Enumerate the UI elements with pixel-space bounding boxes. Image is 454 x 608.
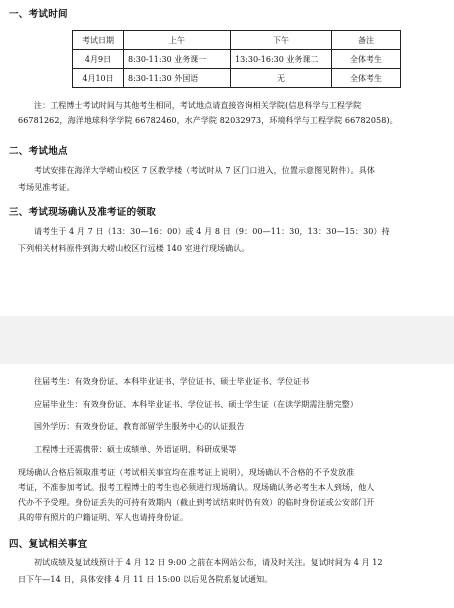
confirmation-notice-line: 具的带有照片的户籍证明、军人也请持身份证。: [18, 513, 189, 522]
exam-location-text-line: 考场见准考证。: [18, 183, 75, 192]
confirmation-text-line: 请考生于 4 月 7 日（13：30—16：00）或 4 月 8 日（9：00—11：30，13：30—15：30）持: [34, 227, 390, 236]
confirmation-notice-line: 考证，不准参加考试。报考工程博士的考生也必须进行现场确认。现场确认务必考生本人到场，他人: [18, 483, 375, 492]
document-page-bottom: [0, 364, 454, 608]
table-row: [73, 69, 401, 88]
table-cell: 全体考生: [332, 69, 401, 88]
confirmation-text-line: 下列相关材料原件到海大崂山校区行远楼 140 室进行现场确认。: [18, 244, 250, 253]
section-heading-exam-time: 一、考试时间: [9, 9, 68, 20]
section-heading-retest: 四、复试相关事宜: [9, 539, 88, 550]
materials-item: 工程博士还需携带：硕士成绩单、外语证明、科研成果等: [34, 445, 237, 454]
page-separator: [0, 316, 454, 364]
confirmation-notice-line: 代办不予受理。身份证丢失的可持有效期内（截止到考试结束时仍有效）的临时身份证或公安部门开: [18, 498, 375, 507]
table-header-cell: 下午: [231, 31, 332, 50]
exam-time-note-line: 注：工程博士考试时间与其他考生相同，考试地点请直接咨询相关学院(信息科学与工程学院: [34, 101, 362, 110]
materials-item: 往届考生：有效身份证、本科毕业证书、学位证书、硕士毕业证书、学位证书: [34, 377, 310, 386]
table-cell: 4月9日: [73, 50, 124, 69]
exam-schedule-table: [72, 30, 401, 88]
table-cell: 8:30-11:30 业务课一: [124, 50, 231, 69]
section-heading-exam-location: 二、考试地点: [9, 146, 68, 157]
exam-time-note-line: 66781262，海洋地球科学学院 66782460，水产学院 82032973，环境科学与工程学院 66782058)。: [18, 116, 398, 125]
materials-item: 应届毕业生：有效身份证、本科毕业证书、学位证书、硕士学生证（在读学期需注册完整）: [34, 400, 358, 409]
table-header-row: [73, 31, 401, 50]
table-row: [73, 50, 401, 69]
table-header-cell: 上午: [124, 31, 231, 50]
retest-text-line: 初试成绩及复试线预计于 4 月 12 日 9:00 之前在本网站公布，请及时关注。复试时间为 4 月 12: [34, 558, 383, 567]
retest-text-line: 日下午—14 日，具体安排 4 月 11 日 15:00 以后见各院系复试通知。: [18, 575, 273, 584]
table-cell: 无: [231, 69, 332, 88]
exam-location-text-line: 考试安排在海洋大学崂山校区 7 区教学楼（考试时从 7 区门口进入，位置示意图见附件）。具体: [34, 166, 375, 175]
table-cell: 4月10日: [73, 69, 124, 88]
table-header-cell: 考试日期: [73, 31, 124, 50]
table-cell: 全体考生: [332, 50, 401, 69]
confirmation-notice-line: 现场确认合格后领取准考证（考试相关事宜均在准考证上说明），现场确认不合格的不予发放准: [18, 468, 355, 477]
table-cell: 13:30-16:30 业务课二: [231, 50, 332, 69]
section-heading-confirmation: 三、考试现场确认及准考证的领取: [9, 207, 157, 218]
table-header-cell: 备注: [332, 31, 401, 50]
materials-item: 国外学历：有效身份证、教育部留学生服务中心的认证报告: [34, 422, 245, 431]
table-cell: 8:30-11:30 外国语: [124, 69, 231, 88]
